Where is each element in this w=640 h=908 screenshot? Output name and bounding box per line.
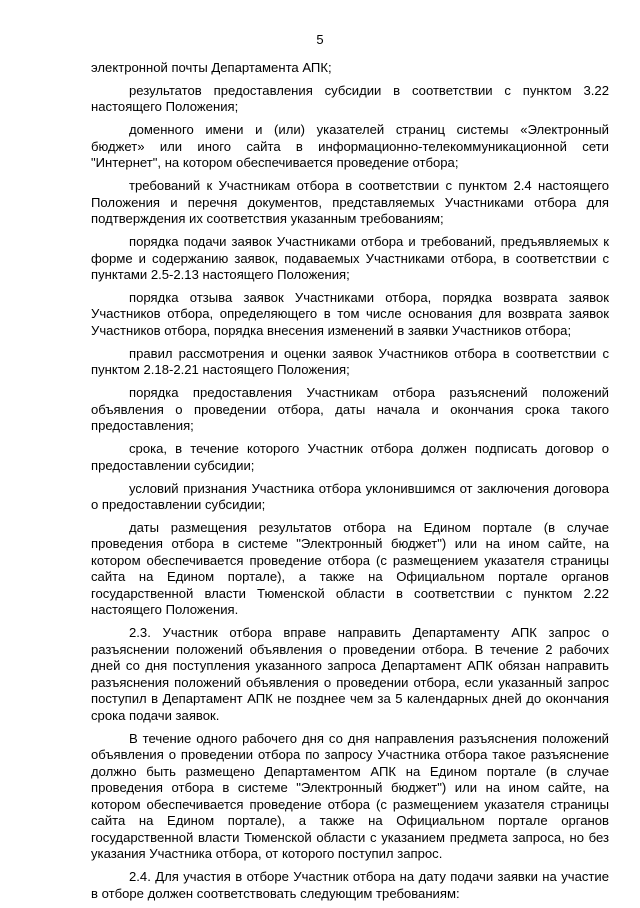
paragraph: порядка предоставления Участникам отбора разъяснений положений объявления о проведении отбора, даты начала и окончания срока такого предоставления;	[91, 385, 609, 434]
paragraph: доменного имени и (или) указателей страниц системы «Электронный бюджет» или иного сайта в информационно-телекоммуникационной сети "Интернет", на котором обеспечивается проведение отбора;	[91, 122, 609, 171]
page-number: 5	[316, 32, 324, 47]
paragraph: В течение одного рабочего дня со дня направления разъяснения положений объявления о проведении отбора по запросу Участника отбора такое разъяснение должно быть размещено Департаментом АПК на Едином портале (в случае проведения отбора в системе "Электронный бюджет") или на ином сайте, на котором обеспечивается проведение отбора (с размещением указателя страницы сайта на Едином портале), а также на Официальном портале органов государственной власти Тюменской области с указанием предмета запроса, но без указания Участника отбора, от которого поступил запрос.	[91, 730, 609, 862]
paragraph: порядка подачи заявок Участниками отбора и требований, предъявляемых к форме и содержанию заявок, подаваемых Участниками отбора, в соответствии с пунктами 2.5-2.13 настоящего Положения;	[91, 234, 609, 283]
paragraph: даты размещения результатов отбора на Едином портале (в случае проведения отбора в системе "Электронный бюджет") или на ином сайте, на котором обеспечивается проведение отбора (с размещением указателя страницы сайта на Едином портале), а также на Официальном портале органов государственной власти Тюменской области в соответствии с пунктом 2.22 настоящего Положения.	[91, 519, 609, 618]
document-body	[91, 60, 609, 908]
paragraph: требований к Участникам отбора в соответствии с пунктом 2.4 настоящего Положения и перечня документов, представляемых Участниками отбора для подтверждения их соответствия указанным требованиям;	[91, 178, 609, 227]
paragraph-clause-2-3: 2.3. Участник отбора вправе направить Департаменту АПК запрос о разъяснении положений объявления о проведении отбора. В течение 2 рабочих дней со дня поступления указанного запроса Департамент АПК обязан направить разъяснения положений объявления о проведении отбора, если указанный запрос поступил в Департамент АПК не позднее чем за 5 календарных дней до окончания срока подачи заявок.	[91, 625, 609, 723]
paragraph: порядка отзыва заявок Участниками отбора, порядка возврата заявок Участников отбора, определяющего в том числе основания для возврата заявок Участников отбора, порядка внесения изменений в заявки Участников отбора;	[91, 289, 609, 338]
paragraph: электронной почты Департамента АПК;	[91, 60, 332, 75]
paragraph: срока, в течение которого Участник отбора должен подписать договор о предоставлении субсидии;	[91, 441, 609, 473]
paragraph-clause-2-4: 2.4. Для участия в отборе Участник отбора на дату подачи заявки на участие в отборе должен соответствовать следующим требованиям:	[91, 869, 609, 901]
paragraph: правил рассмотрения и оценки заявок Участников отбора в соответствии с пунктом 2.18-2.21 настоящего Положения;	[91, 345, 609, 378]
paragraph: результатов предоставления субсидии в соответствии с пунктом 3.22 настоящего Положения;	[91, 82, 609, 115]
paragraph: условий признания Участника отбора уклонившимся от заключения договора о предоставлении субсидии;	[91, 480, 609, 513]
